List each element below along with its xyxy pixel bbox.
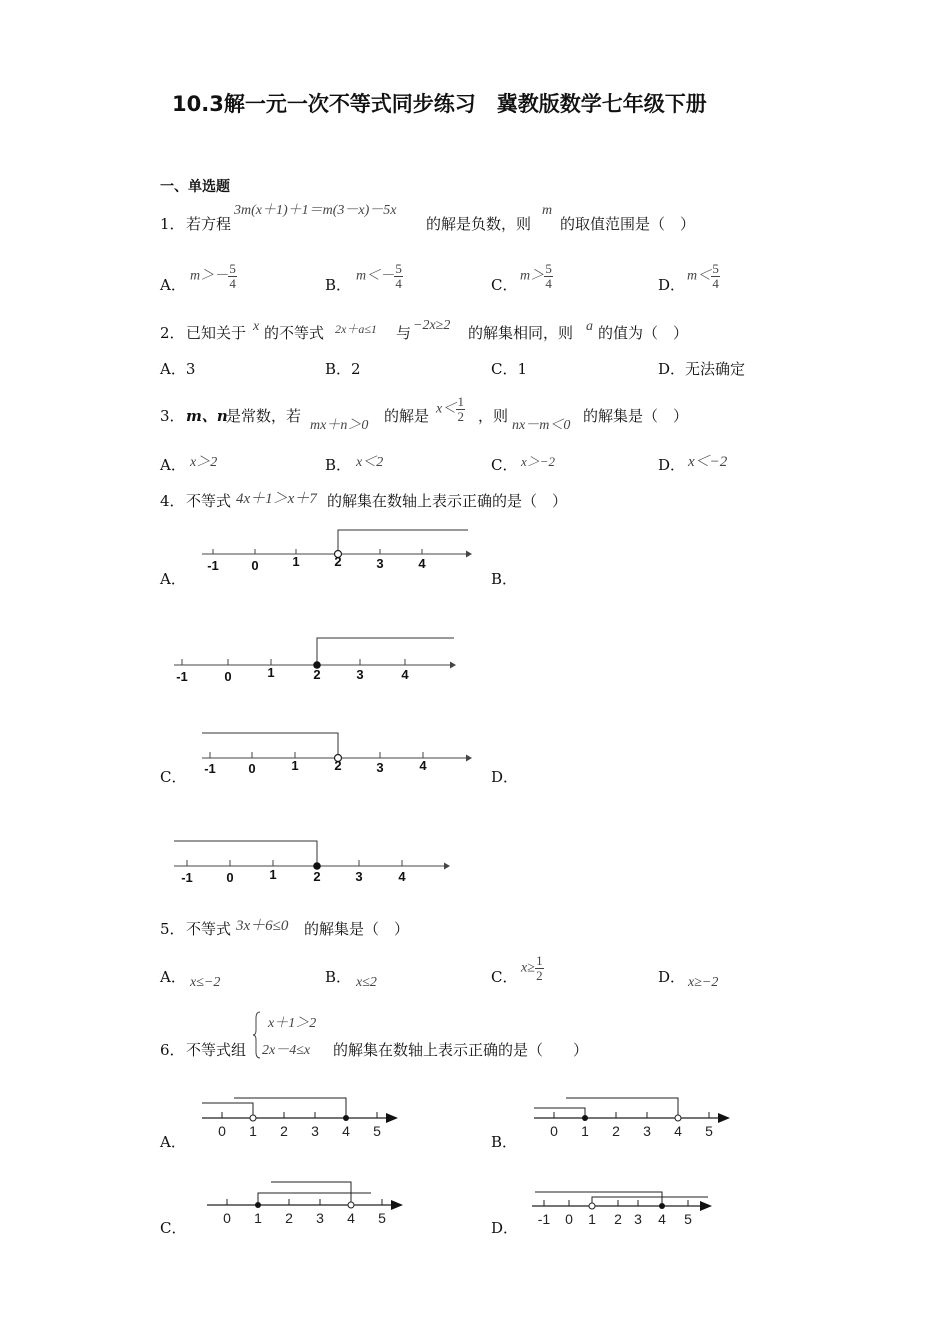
option-label: C． xyxy=(160,1219,187,1237)
question-text: 的解集在数轴上表示正确的是（ ） xyxy=(327,492,568,510)
option-label: A． xyxy=(160,570,186,588)
inequality: mx＋n＞0 xyxy=(310,418,369,433)
tick-label: -1 xyxy=(207,558,219,573)
question-text: 的解集在数轴上表示正确的是（ ） xyxy=(333,1041,589,1059)
option-label: B． xyxy=(325,968,352,986)
question-text: 与 xyxy=(396,324,412,342)
tick-label: 3 xyxy=(311,1123,319,1139)
tick-label: 1 xyxy=(267,665,275,680)
tick-label: 1 xyxy=(581,1123,589,1139)
option-d[interactable]: m＜ $\frac{5}{4}$ xyxy=(687,261,719,291)
question-text: 的解集相同，则 xyxy=(468,324,574,342)
option-b[interactable]: x＜2 xyxy=(356,455,384,470)
option-d[interactable]: x≥−2 xyxy=(688,975,719,990)
question-text: 的解是负数，则 xyxy=(426,215,532,233)
number-line-option-b[interactable] xyxy=(172,635,456,687)
tick-label: 4 xyxy=(347,1210,355,1226)
tick-label: 0 xyxy=(550,1123,558,1139)
tick-label: 1 xyxy=(588,1211,596,1227)
option-c[interactable]: x＞−2 xyxy=(521,454,556,469)
option-label: D． xyxy=(658,276,686,294)
tick-label: 0 xyxy=(248,761,256,776)
question-text: 不等式 xyxy=(186,920,232,938)
tick-label: -1 xyxy=(181,870,193,885)
question-number: 4． xyxy=(160,492,185,510)
tick-label: 0 xyxy=(226,870,234,885)
tick-label: 2 xyxy=(334,554,342,569)
system-line-2: 2x－4≤x xyxy=(262,1043,311,1058)
variable: a xyxy=(586,319,593,334)
question-text: 的不等式 xyxy=(264,324,325,342)
option-b[interactable]: m＜－ $\frac{5}{4}$ xyxy=(356,261,402,291)
system-line-1: x＋1＞2 xyxy=(268,1016,317,1031)
tick-label: 0 xyxy=(223,1210,231,1226)
tick-label: 1 xyxy=(249,1123,257,1139)
option-label: A． xyxy=(160,968,186,986)
equation: 3m(x＋1)＋1＝m(3－x)－5x xyxy=(234,203,397,218)
tick-label: -1 xyxy=(204,761,216,776)
page-title: 10.3解一元一次不等式同步练习 冀教版数学七年级下册 xyxy=(172,92,707,116)
tick-label: 1 xyxy=(292,554,300,569)
option-label: D． xyxy=(658,456,686,474)
question-text: 是常数，若 xyxy=(226,407,302,425)
tick-label: 4 xyxy=(418,556,426,571)
tick-label: 3 xyxy=(356,667,364,682)
option-label: A． xyxy=(160,1133,186,1151)
question-text: 的解集是（ ） xyxy=(304,920,410,938)
option-label: A． xyxy=(160,456,186,474)
tick-label: 4 xyxy=(658,1211,666,1227)
option-label: C． xyxy=(160,768,187,786)
option-label: C． xyxy=(491,968,518,986)
tick-label: 2 xyxy=(285,1210,293,1226)
number-line-option-b[interactable] xyxy=(532,1090,732,1142)
tick-label: 2 xyxy=(334,758,342,773)
number-line-option-d[interactable] xyxy=(530,1180,715,1232)
question-text: 的解集是（ ） xyxy=(583,407,689,425)
question-number: 3． xyxy=(160,407,185,425)
tick-label: 3 xyxy=(376,760,384,775)
inequality: nx－m＜0 xyxy=(512,418,571,433)
inequality: 2x＋a≤1 xyxy=(335,322,377,336)
number-line-option-c[interactable] xyxy=(200,728,472,778)
question-text: ，则 xyxy=(478,407,509,425)
tick-label: 4 xyxy=(401,667,409,682)
tick-label: 5 xyxy=(373,1123,381,1139)
option-a[interactable]: x＞2 xyxy=(190,455,218,470)
tick-label: 1 xyxy=(254,1210,262,1226)
option-a[interactable]: A．3 xyxy=(160,360,196,378)
section-heading: 一、单选题 xyxy=(160,179,230,195)
tick-label: 4 xyxy=(419,758,427,773)
option-label: D． xyxy=(491,1219,519,1237)
option-c[interactable]: C．1 xyxy=(491,360,528,378)
option-label: D． xyxy=(491,768,519,786)
question-text: 的取值范围是（ ） xyxy=(560,215,696,233)
question-number: 5． xyxy=(160,920,185,938)
question-text: 不等式 xyxy=(186,492,232,510)
tick-label: 3 xyxy=(376,556,384,571)
option-label: A． xyxy=(160,276,186,294)
tick-label: 0 xyxy=(218,1123,226,1139)
option-label: B． xyxy=(325,456,352,474)
variables: m、n xyxy=(186,407,228,425)
option-label: D． xyxy=(658,968,686,986)
option-label: C． xyxy=(491,276,518,294)
tick-label: 5 xyxy=(684,1211,692,1227)
inequality: 3x＋6≤0 xyxy=(236,918,289,934)
tick-label: 2 xyxy=(614,1211,622,1227)
tick-label: 2 xyxy=(313,869,321,884)
question-text: 已知关于 xyxy=(186,324,247,342)
number-line-option-a[interactable] xyxy=(200,525,472,575)
number-line-option-c[interactable] xyxy=(205,1177,405,1229)
question-number: 2． xyxy=(160,324,185,342)
tick-label: 4 xyxy=(342,1123,350,1139)
option-label: B． xyxy=(491,1133,518,1151)
option-d[interactable]: x＜−2 xyxy=(688,454,728,470)
system-brace xyxy=(252,1010,262,1060)
inequality: 4x＋1＞x＋7 xyxy=(236,491,317,507)
number-line-option-d[interactable] xyxy=(172,835,450,887)
option-label: C． xyxy=(491,456,518,474)
question-text: 不等式组 xyxy=(186,1041,247,1059)
tick-label: 3 xyxy=(634,1211,642,1227)
option-label: B． xyxy=(325,276,352,294)
tick-label: 5 xyxy=(378,1210,386,1226)
tick-label: 3 xyxy=(355,869,363,884)
question-text: 若方程 xyxy=(186,215,232,233)
question-number: 6． xyxy=(160,1041,185,1059)
tick-label: 0 xyxy=(224,669,232,684)
tick-label: 1 xyxy=(291,758,299,773)
option-d[interactable]: D．无法确定 xyxy=(658,360,746,378)
option-c[interactable]: x≥ $\frac{1}{2}$ xyxy=(521,953,543,983)
option-a[interactable]: m＞－ $\frac{5}{4}$ xyxy=(190,261,236,291)
question-text: 的解是 xyxy=(384,407,430,425)
inequality: −2x≥2 xyxy=(413,318,451,333)
tick-label: 0 xyxy=(565,1211,573,1227)
option-b[interactable]: x≤2 xyxy=(356,975,377,990)
option-label: B． xyxy=(491,570,518,588)
tick-label: -1 xyxy=(537,1211,551,1227)
tick-label: 5 xyxy=(705,1123,713,1139)
question-text: 的值为（ ） xyxy=(598,324,689,342)
question-number: 1． xyxy=(160,215,185,233)
tick-label: 2 xyxy=(612,1123,620,1139)
tick-label: -1 xyxy=(176,669,188,684)
tick-label: 3 xyxy=(643,1123,651,1139)
solution: x＜ $\frac{1}{2}$ xyxy=(436,394,464,424)
option-a[interactable]: x≤−2 xyxy=(190,975,221,990)
tick-label: 1 xyxy=(269,867,277,882)
variable: m xyxy=(542,203,553,218)
number-line-option-a[interactable] xyxy=(200,1090,400,1142)
option-c[interactable]: m＞ $\frac{5}{4}$ xyxy=(520,261,552,291)
tick-label: 0 xyxy=(251,558,259,573)
option-b[interactable]: B．2 xyxy=(325,360,361,378)
tick-label: 4 xyxy=(674,1123,682,1139)
tick-label: 3 xyxy=(316,1210,324,1226)
tick-label: 4 xyxy=(398,869,406,884)
variable: x xyxy=(253,319,260,334)
tick-label: 2 xyxy=(280,1123,288,1139)
tick-label: 2 xyxy=(313,667,321,682)
